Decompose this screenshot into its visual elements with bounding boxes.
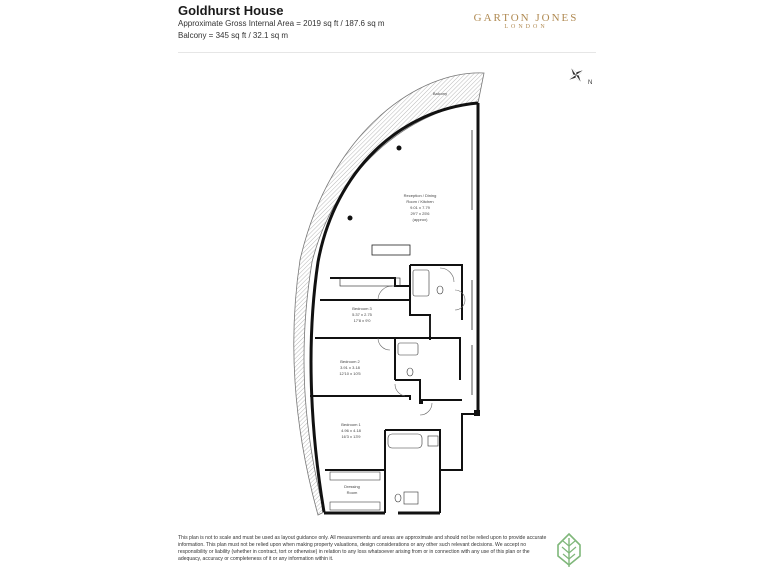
gross-area-text: Approximate Gross Internal Area = 2019 sq ft / 187.6 sq m [178,19,385,28]
disclaimer-text: This plan is not to scale and must be used as layout guidance only. All measurements and areas are approximate and should not be relied upon to provide accurate information. This plan must not be relied upon when making property valuations, design considerations or any other such relevant decisions. We accept no responsibility or liability (whether in contract, tort or otherwise) in relation to any loss whatsoever arising from or in connection with any use of this plan or the adequacy, accuracy or completeness of it or any information within it. [178,535,547,562]
east-wall-lower [440,414,478,513]
svg-text:Room: Room [346,490,358,495]
bathroom-fixtures [388,270,443,504]
kitchen-island [372,245,410,255]
door-swings [378,268,465,415]
compass-north-label: N [588,80,593,86]
room-label-dressing [344,484,360,495]
svg-text:Dressing: Dressing [344,484,360,489]
kitchen-counter [340,278,400,286]
svg-text:12'10 x 10'5: 12'10 x 10'5 [339,371,361,376]
svg-text:17'8 x 9'0: 17'8 x 9'0 [353,318,371,323]
svg-text:5.37 x 2.75: 5.37 x 2.75 [352,312,372,317]
svg-text:Bedroom 3: Bedroom 3 [352,306,372,311]
svg-text:9.01 x 7.79: 9.01 x 7.79 [410,205,430,210]
brand-city: LONDON [504,24,548,30]
svg-text:4.96 x 4.18: 4.96 x 4.18 [341,428,361,433]
svg-text:(approx): (approx) [412,217,428,222]
room-label-bedroom2 [339,359,361,376]
room-label-bedroom1 [341,422,362,439]
svg-text:Room / Kitchen: Room / Kitchen [406,199,434,204]
room-label-reception [404,193,437,222]
svg-text:Reception / Dining: Reception / Dining [403,193,437,198]
room-label-bedroom3 [352,306,373,323]
svg-text:Bedroom 2: Bedroom 2 [340,359,360,364]
svg-text:Bedroom 1: Bedroom 1 [341,422,361,427]
svg-text:29'7 x 25'6: 29'7 x 25'6 [410,211,430,216]
svg-text:3.91 x 3.18: 3.91 x 3.18 [340,365,360,370]
exterior-walls [311,103,478,512]
brand-name: GARTON JONES [473,12,579,24]
property-title: Goldhurst House [178,3,284,18]
svg-text:16'3 x 13'9: 16'3 x 13'9 [341,434,361,439]
balcony-area-text: Balcony = 345 sq ft / 32.1 sq m [178,31,289,40]
leaf-logo-icon [555,532,583,568]
balcony-label: Balcony [432,91,448,96]
